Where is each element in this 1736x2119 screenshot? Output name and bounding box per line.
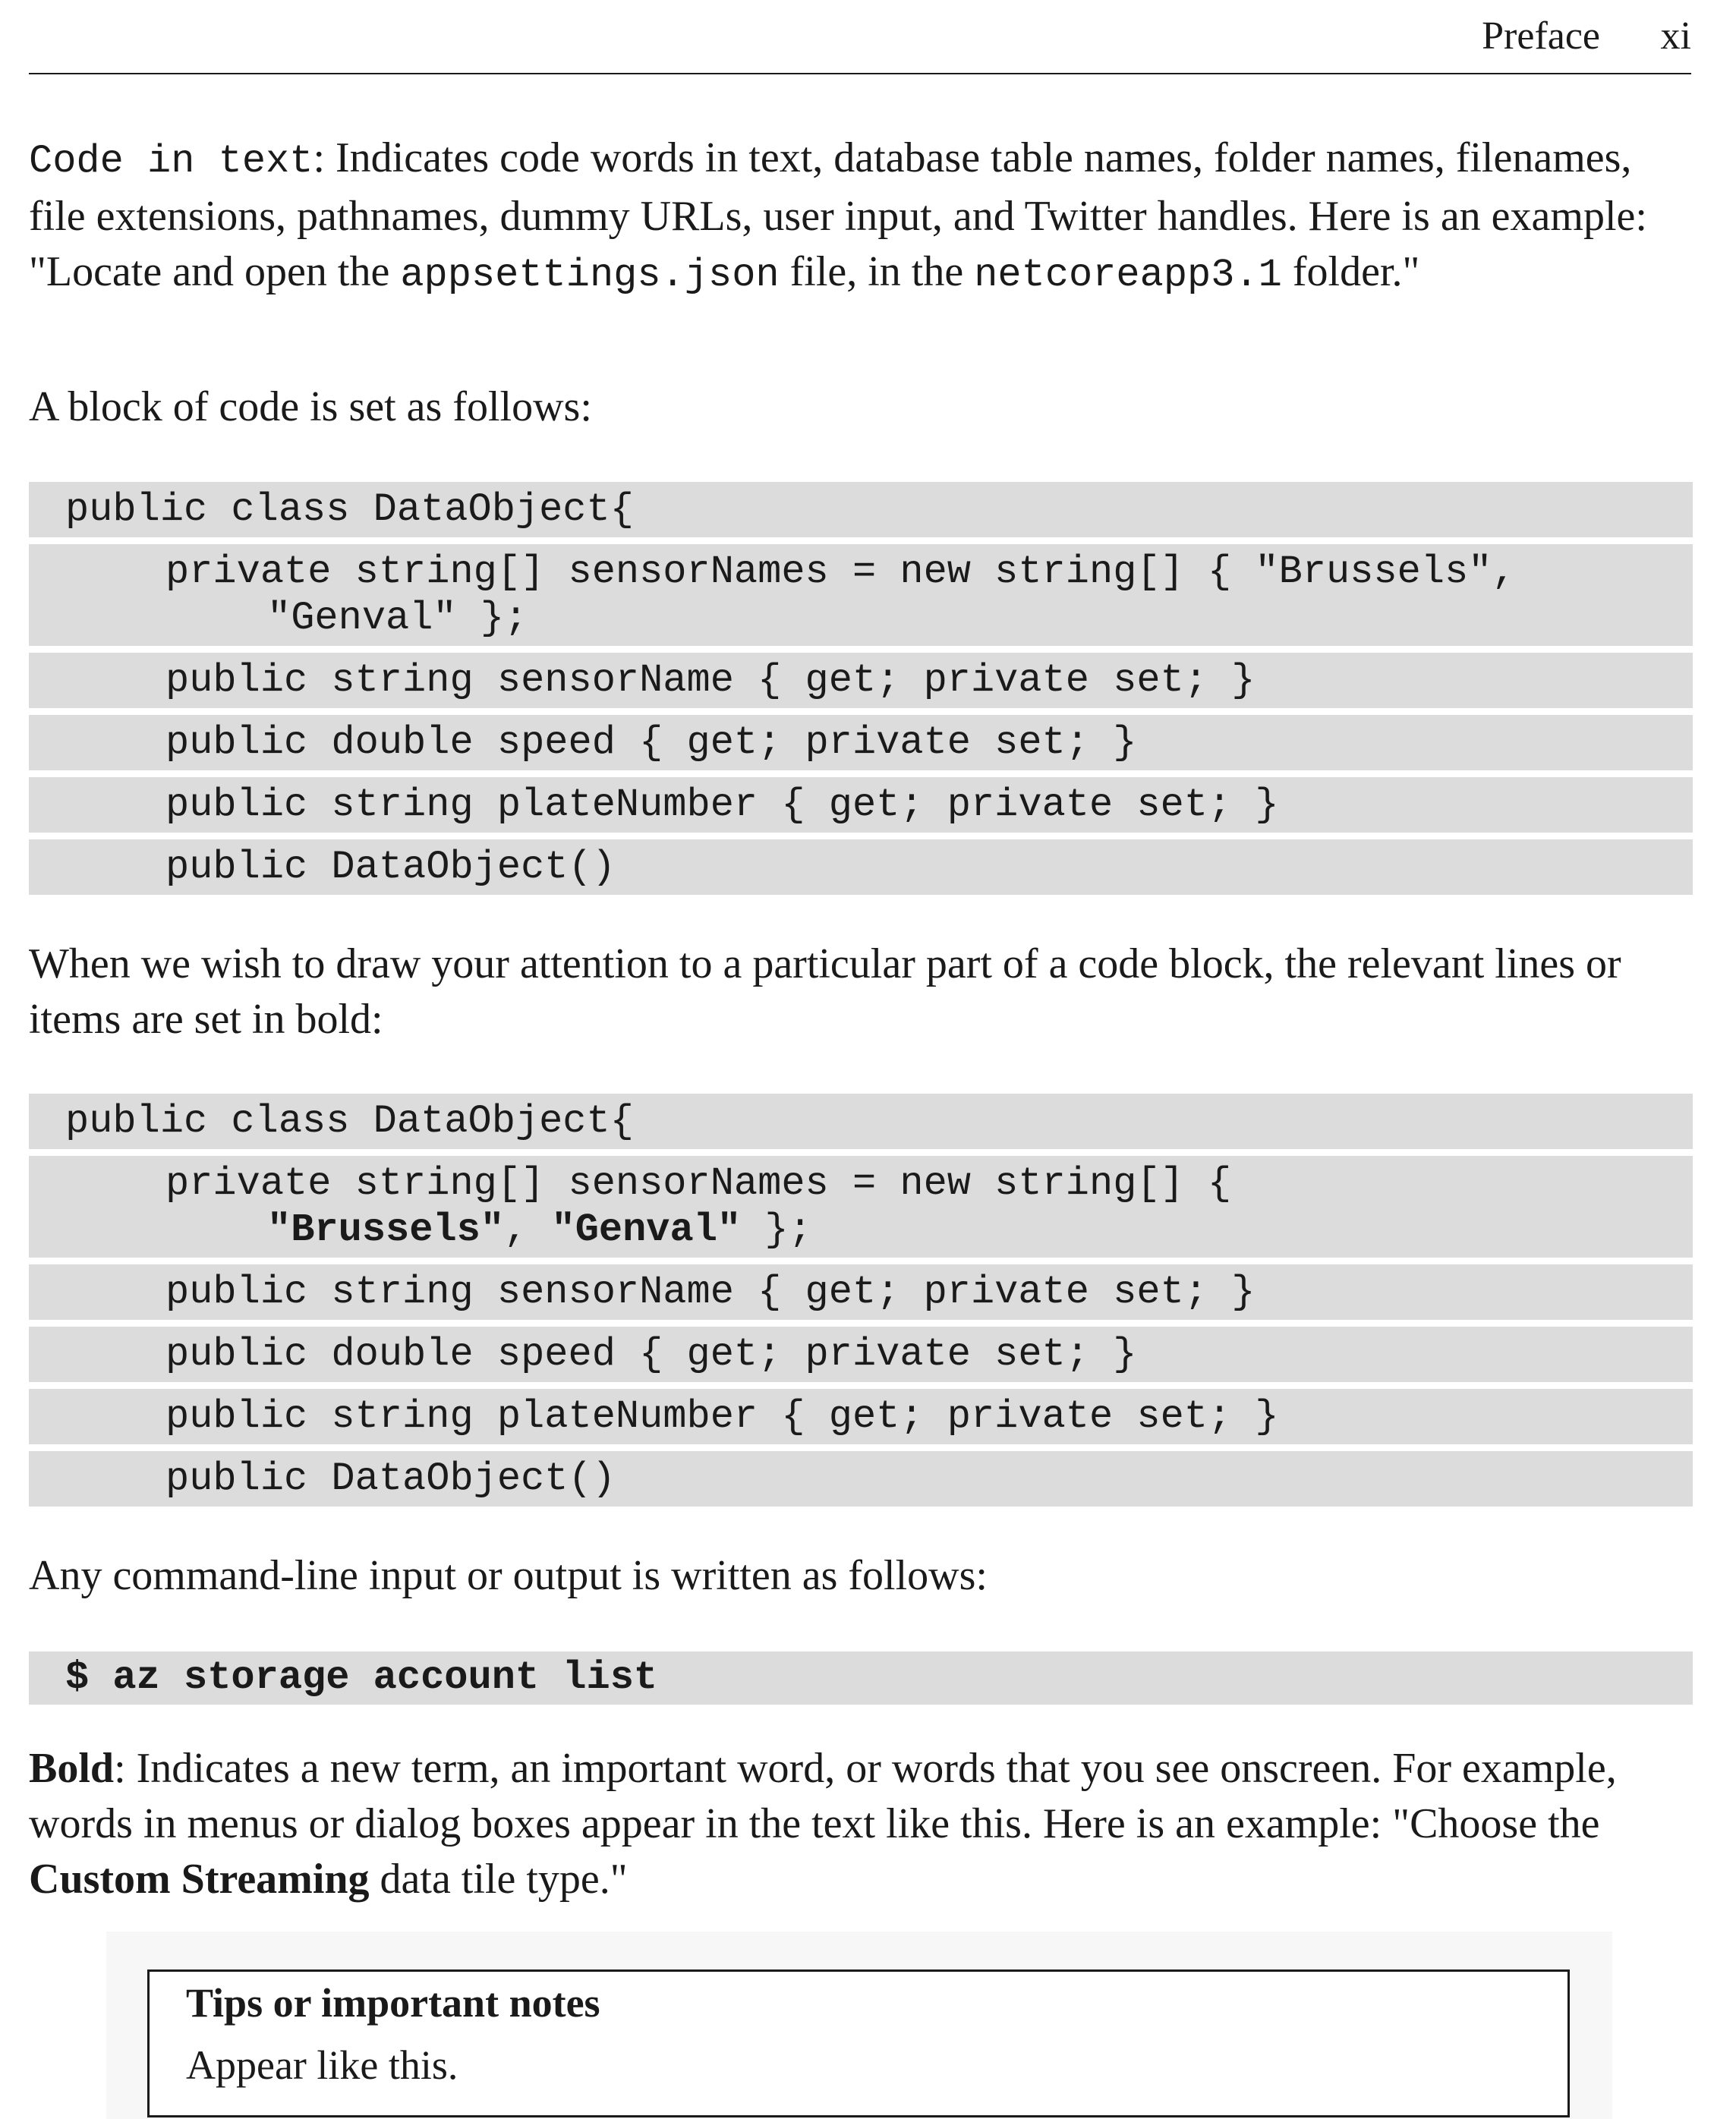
code-line: public string sensorName { get; private set; }: [29, 1264, 1693, 1320]
bold-term-paragraph: [29, 1741, 1693, 1907]
code-line: public class DataObject{: [29, 1094, 1693, 1149]
code-line-text: private string[] sensorNames = new string[] { "Brussels",: [165, 549, 1516, 594]
bold-code-block: [29, 1094, 1693, 1513]
tip-title: Tips or important notes: [186, 1980, 600, 2026]
code-in-text-middle: file, in the: [779, 248, 975, 295]
code-line: public double speed { get; private set; }: [29, 1327, 1693, 1382]
inline-code-folder: netcoreapp3.1: [974, 253, 1282, 298]
code-line: [29, 544, 1693, 646]
code-in-text-paragraph: [29, 131, 1693, 303]
code-line: [29, 1156, 1693, 1258]
bold-term-label: Bold: [29, 1745, 115, 1792]
code-block-intro: A block of code is set as follows:: [29, 383, 592, 430]
code-line: public string plateNumber { get; private set; }: [29, 1389, 1693, 1444]
header-section-title: Preface: [1482, 14, 1600, 58]
code-line-continuation: "Genval" };: [267, 596, 528, 641]
bold-example-text: Custom Streaming: [29, 1856, 370, 1903]
command-text: $ az storage account list: [65, 1655, 658, 1700]
bold-term-description: : Indicates a new term, an important word, or words that you see onscreen. For example, words in menus or dialog boxes appear in the text like this. Here is an example: "Choose the: [29, 1745, 1617, 1847]
code-line: public double speed { get; private set; }: [29, 715, 1693, 770]
header-page-number: xi: [1660, 14, 1691, 58]
code-line: public DataObject(): [29, 1451, 1693, 1507]
code-line: public class DataObject{: [29, 482, 1693, 537]
bold-code-intro: When we wish to draw your attention to a particular part of a code block, the relevant lines or items are set in bold:: [29, 940, 1621, 1043]
tip-box: [147, 1969, 1570, 2117]
command-line-block: [29, 1651, 1693, 1705]
code-in-text-label: Code in text: [29, 139, 313, 184]
bold-term-end: data tile type.": [369, 1856, 628, 1903]
code-line-continuation: [165, 1207, 1693, 1253]
code-separator: ,: [504, 1207, 552, 1252]
page-header: [29, 11, 1691, 74]
code-block: [29, 482, 1693, 902]
code-in-text-description: : Indicates code words in text, database table names, folder names, filenames, file extensions, pathnames, dummy URLs, user input, and Twitter handles. Here is an example: "Locate and open the: [29, 134, 1647, 295]
code-in-text-end: folder.": [1281, 248, 1420, 295]
code-line-text: private string[] sensorNames = new string[] {: [165, 1161, 1232, 1206]
tip-body: Appear like this.: [186, 2042, 458, 2088]
code-line: public string sensorName { get; private set; }: [29, 653, 1693, 708]
command-line-intro: Any command-line input or output is written as follows:: [29, 1552, 988, 1599]
code-line-end: };: [741, 1207, 812, 1252]
inline-code-filename: appsettings.json: [400, 253, 780, 298]
code-line: public string plateNumber { get; private set; }: [29, 777, 1693, 833]
bold-code-string: "Brussels": [267, 1207, 505, 1252]
code-line: public DataObject(): [29, 839, 1693, 895]
bold-code-string: "Genval": [551, 1207, 742, 1252]
